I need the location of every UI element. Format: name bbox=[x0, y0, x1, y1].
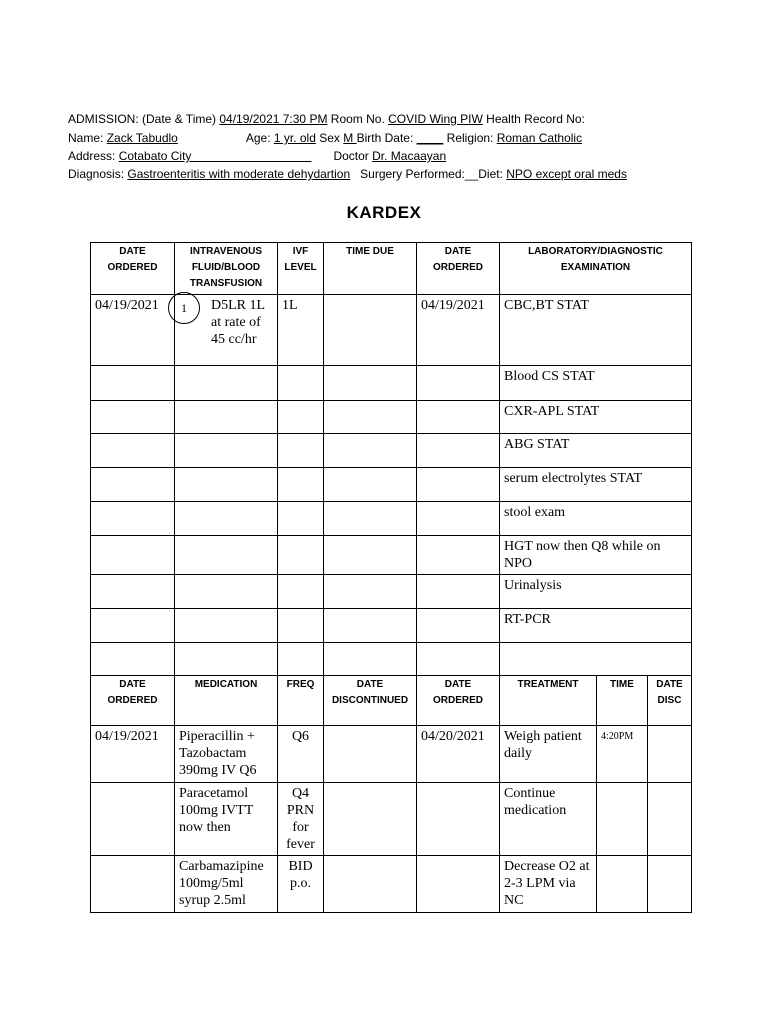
med-cell: Carbamazipine 100mg/5ml syrup 2.5ml bbox=[175, 856, 278, 913]
med-cell bbox=[597, 856, 648, 913]
med-cell bbox=[324, 783, 417, 856]
med-column-header: TIME bbox=[597, 676, 648, 726]
iv-cell bbox=[91, 536, 175, 575]
iv-cell bbox=[175, 366, 278, 401]
iv-header-row bbox=[91, 243, 692, 295]
med-cell: 04/19/2021 bbox=[91, 726, 175, 783]
iv-cell: D5LR 1L at rate of 45 cc/hr bbox=[175, 295, 278, 366]
med-cell bbox=[648, 856, 692, 913]
med-cell bbox=[648, 783, 692, 856]
iv-cell bbox=[417, 536, 500, 575]
iv-cell bbox=[324, 295, 417, 366]
iv-cell bbox=[91, 502, 175, 536]
iv-cell bbox=[175, 575, 278, 609]
iv-column-header: LABORATORY/DIAGNOSTIC EXAMINATION bbox=[500, 243, 692, 295]
iv-cell bbox=[324, 502, 417, 536]
iv-cell bbox=[324, 468, 417, 502]
iv-cell bbox=[91, 434, 175, 468]
iv-cell bbox=[175, 434, 278, 468]
patient-line: Name: Zack Tabudlo Age: 1 yr. old Sex M Birth Date: ____ Religion: Roman Catholic bbox=[68, 131, 583, 145]
iv-row bbox=[91, 401, 692, 434]
med-cell bbox=[597, 783, 648, 856]
med-cell bbox=[417, 783, 500, 856]
iv-cell bbox=[175, 401, 278, 434]
iv-cell bbox=[278, 643, 324, 676]
iv-cell bbox=[175, 468, 278, 502]
patient-name: Zack Tabudlo bbox=[106, 131, 178, 145]
med-cell bbox=[91, 856, 175, 913]
iv-row bbox=[91, 468, 692, 502]
iv-cell bbox=[324, 536, 417, 575]
iv-cell bbox=[324, 366, 417, 401]
diagnosis: Gastroenteritis with moderate dehydartion bbox=[127, 167, 351, 181]
iv-row bbox=[91, 575, 692, 609]
iv-cell bbox=[278, 401, 324, 434]
med-cell bbox=[324, 856, 417, 913]
med-cell bbox=[417, 856, 500, 913]
iv-cell bbox=[417, 643, 500, 676]
diagnosis-line: Diagnosis: Gastroenteritis with moderate dehydartion Surgery Performed:__Diet: NPO except oral meds bbox=[68, 167, 627, 181]
iv-cell bbox=[417, 609, 500, 643]
iv-column-header: TIME DUE bbox=[324, 243, 417, 295]
iv-row bbox=[91, 502, 692, 536]
iv-cell: ABG STAT bbox=[500, 434, 692, 468]
iv-cell bbox=[417, 575, 500, 609]
iv-cell bbox=[175, 609, 278, 643]
iv-cell bbox=[91, 643, 175, 676]
iv-cell bbox=[417, 366, 500, 401]
iv-cell: HGT now then Q8 while on NPO bbox=[500, 536, 692, 575]
iv-cell: 04/19/2021 bbox=[417, 295, 500, 366]
iv-cell bbox=[324, 434, 417, 468]
iv-cell bbox=[175, 536, 278, 575]
med-cell bbox=[324, 726, 417, 783]
item-number-circle: 1 bbox=[168, 292, 200, 324]
med-row bbox=[91, 726, 692, 783]
iv-cell: CBC,BT STAT bbox=[500, 295, 692, 366]
iv-cell bbox=[324, 609, 417, 643]
med-cell: Weigh patient daily bbox=[500, 726, 597, 783]
iv-cell bbox=[500, 643, 692, 676]
iv-cell: 04/19/2021 bbox=[91, 295, 175, 366]
med-cell bbox=[91, 783, 175, 856]
iv-cell bbox=[278, 502, 324, 536]
patient-age: 1 yr. old bbox=[273, 131, 316, 145]
kardex-table bbox=[90, 242, 692, 913]
iv-cell bbox=[175, 643, 278, 676]
iv-column-header: IVF LEVEL bbox=[278, 243, 324, 295]
iv-row bbox=[91, 609, 692, 643]
iv-cell bbox=[278, 536, 324, 575]
page-title: KARDEX bbox=[346, 203, 422, 222]
iv-cell bbox=[91, 609, 175, 643]
iv-row bbox=[91, 434, 692, 468]
iv-cell bbox=[324, 575, 417, 609]
iv-row bbox=[91, 536, 692, 575]
doctor: Dr. Macaayan bbox=[372, 149, 447, 163]
med-cell: Q4 PRN for fever bbox=[278, 783, 324, 856]
med-column-header: MEDICATION bbox=[175, 676, 278, 726]
med-cell: Q6 bbox=[278, 726, 324, 783]
med-column-header: FREQ bbox=[278, 676, 324, 726]
iv-column-header: DATE ORDERED bbox=[417, 243, 500, 295]
iv-cell bbox=[278, 434, 324, 468]
med-cell: Piperacillin + Tazobactam 390mg IV Q6 bbox=[175, 726, 278, 783]
med-cell: Decrease O2 at 2-3 LPM via NC bbox=[500, 856, 597, 913]
iv-row bbox=[91, 643, 692, 676]
med-cell: 4:20PM bbox=[597, 726, 648, 783]
iv-row bbox=[91, 366, 692, 401]
iv-column-header: DATE ORDERED bbox=[91, 243, 175, 295]
iv-cell: Urinalysis bbox=[500, 575, 692, 609]
iv-cell: RT-PCR bbox=[500, 609, 692, 643]
iv-cell bbox=[91, 366, 175, 401]
birth-date: ____ bbox=[416, 131, 444, 145]
iv-cell: stool exam bbox=[500, 502, 692, 536]
iv-cell: serum electrolytes STAT bbox=[500, 468, 692, 502]
iv-cell bbox=[324, 401, 417, 434]
med-column-header: DATE ORDERED bbox=[417, 676, 500, 726]
iv-cell bbox=[91, 401, 175, 434]
iv-cell bbox=[278, 468, 324, 502]
iv-cell bbox=[324, 643, 417, 676]
med-row bbox=[91, 856, 692, 913]
iv-cell bbox=[417, 401, 500, 434]
iv-cell: Blood CS STAT bbox=[500, 366, 692, 401]
med-column-header: DATE ORDERED bbox=[91, 676, 175, 726]
iv-cell bbox=[91, 468, 175, 502]
iv-cell bbox=[417, 502, 500, 536]
iv-cell bbox=[175, 502, 278, 536]
iv-cell bbox=[91, 575, 175, 609]
patient-sex: M bbox=[343, 131, 357, 145]
religion: Roman Catholic bbox=[496, 131, 583, 145]
iv-row bbox=[91, 295, 692, 366]
address: Cotabato City bbox=[118, 149, 312, 163]
iv-cell bbox=[278, 366, 324, 401]
med-column-header: TREATMENT bbox=[500, 676, 597, 726]
iv-column-header: INTRAVENOUS FLUID/BLOOD TRANSFUSION bbox=[175, 243, 278, 295]
address-line: Address: Cotabato City Doctor Dr. Macaayan bbox=[68, 149, 447, 163]
diet: NPO except oral meds bbox=[506, 167, 627, 181]
med-cell: Paracetamol 100mg IVTT now then bbox=[175, 783, 278, 856]
room-number: COVID Wing PIW bbox=[388, 112, 483, 126]
med-column-header: DATE DISC bbox=[648, 676, 692, 726]
iv-cell bbox=[278, 609, 324, 643]
admission-line: ADMISSION: (Date & Time) 04/19/2021 7:30 PM Room No. COVID Wing PIW Health Record No: bbox=[68, 112, 585, 126]
iv-cell: CXR-APL STAT bbox=[500, 401, 692, 434]
med-cell: BID p.o. bbox=[278, 856, 324, 913]
iv-cell: 1L bbox=[278, 295, 324, 366]
iv-cell bbox=[278, 575, 324, 609]
iv-cell bbox=[417, 434, 500, 468]
iv-cell bbox=[417, 468, 500, 502]
admission-datetime: 04/19/2021 7:30 PM bbox=[219, 112, 328, 126]
med-cell: Continue medication bbox=[500, 783, 597, 856]
med-row bbox=[91, 783, 692, 856]
med-column-header: DATE DISCONTINUED bbox=[324, 676, 417, 726]
med-header-row bbox=[91, 676, 692, 726]
med-cell bbox=[648, 726, 692, 783]
med-cell: 04/20/2021 bbox=[417, 726, 500, 783]
